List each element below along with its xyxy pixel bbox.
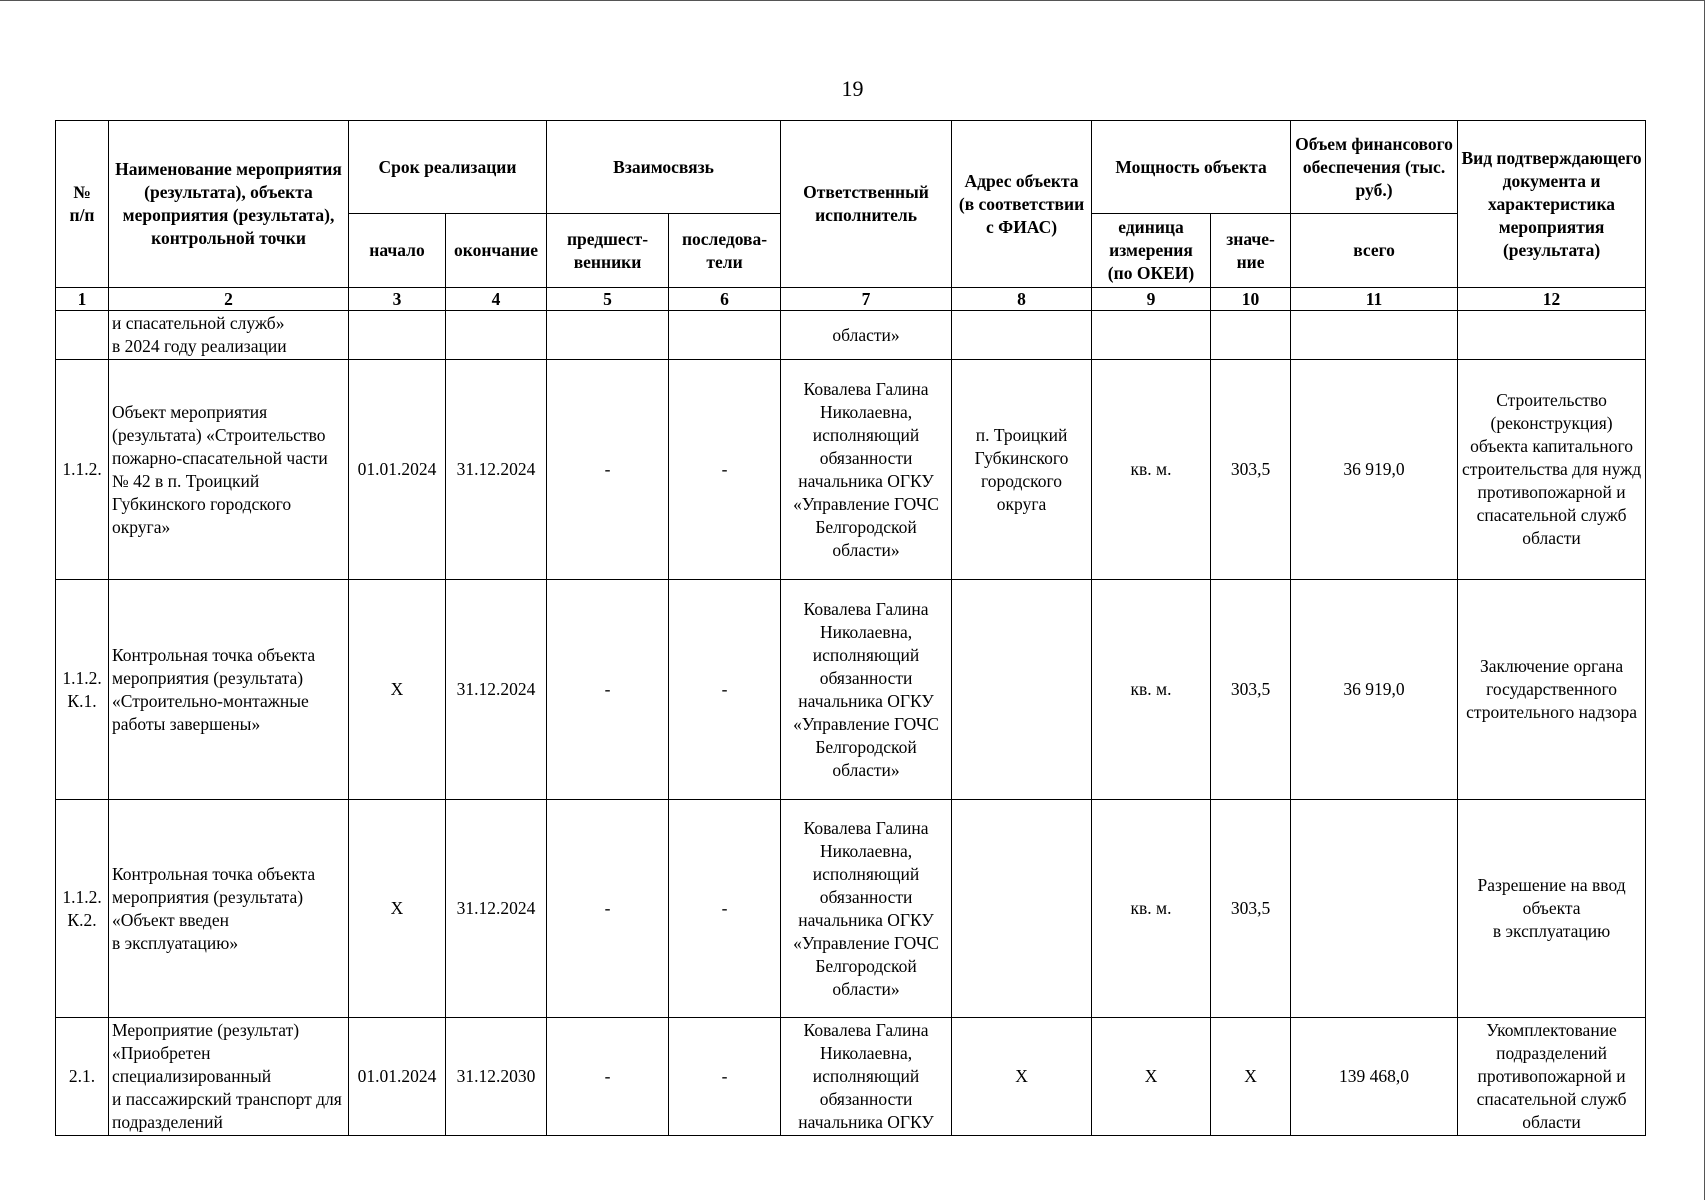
row-doc: Укомплектование подразделений противопожарной и спасательной служб области [1458, 1018, 1646, 1136]
row-total [1291, 800, 1458, 1018]
row-next: - [669, 580, 781, 800]
row-prev: - [547, 580, 669, 800]
row-value [1211, 311, 1291, 360]
row-number [56, 311, 109, 360]
row-name: и спасательной служб» в 2024 году реализации [109, 311, 349, 360]
table-row [56, 311, 1646, 360]
column-number: 4 [446, 288, 547, 311]
page-edge-top [0, 0, 1705, 1]
row-name: Объект мероприятия (результата) «Строительство пожарно-спасательной части № 42 в п. Троицкий Губкинского городского округа» [109, 360, 349, 580]
row-number: 1.1.2. [56, 360, 109, 580]
header-capacity-unit: единица измерения (по ОКЕИ) [1092, 214, 1211, 288]
table-row [56, 800, 1646, 1018]
header-link: Взаимосвязь [547, 121, 781, 214]
row-start: 01.01.2024 [349, 1018, 446, 1136]
row-responsible: области» [781, 311, 952, 360]
row-end: 31.12.2024 [446, 580, 547, 800]
row-value: Х [1211, 1018, 1291, 1136]
header-address: Адрес объекта (в соответствии с ФИАС) [952, 121, 1092, 288]
row-total: 139 468,0 [1291, 1018, 1458, 1136]
row-value: 303,5 [1211, 800, 1291, 1018]
row-prev [547, 311, 669, 360]
row-doc: Заключение органа государственного строительного надзора [1458, 580, 1646, 800]
header-link-prev: предшест-венники [547, 214, 669, 288]
row-address: п. Троицкий Губкинского городского округа [952, 360, 1092, 580]
row-doc: Разрешение на ввод объекта в эксплуатацию [1458, 800, 1646, 1018]
row-start: Х [349, 800, 446, 1018]
row-next: - [669, 800, 781, 1018]
row-total: 36 919,0 [1291, 580, 1458, 800]
row-prev: - [547, 800, 669, 1018]
row-prev: - [547, 1018, 669, 1136]
header-doc: Вид подтверждающего документа и характеристика мероприятия (результата) [1458, 121, 1646, 288]
header-capacity: Мощность объекта [1092, 121, 1291, 214]
row-end: 31.12.2030 [446, 1018, 547, 1136]
row-doc: Строительство (реконструкция) объекта капитального строительства для нужд противопожарной и спасательной служб области [1458, 360, 1646, 580]
row-unit: кв. м. [1092, 360, 1211, 580]
header-link-next: последова-тели [669, 214, 781, 288]
header-term-start: начало [349, 214, 446, 288]
row-value: 303,5 [1211, 360, 1291, 580]
row-unit [1092, 311, 1211, 360]
header-term: Срок реализации [349, 121, 547, 214]
row-number: 1.1.2. К.1. [56, 580, 109, 800]
row-unit: Х [1092, 1018, 1211, 1136]
row-prev: - [547, 360, 669, 580]
row-end [446, 311, 547, 360]
column-number: 10 [1211, 288, 1291, 311]
header-name: Наименование мероприятия (результата), объекта мероприятия (результата), контрольной точки [109, 121, 349, 288]
row-next: - [669, 1018, 781, 1136]
row-next: - [669, 360, 781, 580]
column-number: 5 [547, 288, 669, 311]
column-number: 8 [952, 288, 1092, 311]
header-finance-total: всего [1291, 214, 1458, 288]
row-name: Мероприятие (результат) «Приобретен специализированный и пассажирский транспорт для подразделений [109, 1018, 349, 1136]
column-number: 6 [669, 288, 781, 311]
column-number: 9 [1092, 288, 1211, 311]
row-total: 36 919,0 [1291, 360, 1458, 580]
row-unit: кв. м. [1092, 580, 1211, 800]
row-doc [1458, 311, 1646, 360]
row-responsible: Ковалева Галина Николаевна, исполняющий обязанности начальника ОГКУ «Управление ГОЧС Белгородской области» [781, 580, 952, 800]
header-capacity-value: значе-ние [1211, 214, 1291, 288]
row-responsible: Ковалева Галина Николаевна, исполняющий обязанности начальника ОГКУ [781, 1018, 952, 1136]
row-address: Х [952, 1018, 1092, 1136]
header-term-end: окончание [446, 214, 547, 288]
row-end: 31.12.2024 [446, 800, 547, 1018]
column-number: 1 [56, 288, 109, 311]
column-number: 12 [1458, 288, 1646, 311]
row-responsible: Ковалева Галина Николаевна, исполняющий обязанности начальника ОГКУ «Управление ГОЧС Белгородской области» [781, 800, 952, 1018]
row-start: 01.01.2024 [349, 360, 446, 580]
row-name: Контрольная точка объекта мероприятия (результата) «Строительно-монтажные работы завершены» [109, 580, 349, 800]
row-address [952, 311, 1092, 360]
row-unit: кв. м. [1092, 800, 1211, 1018]
row-end: 31.12.2024 [446, 360, 547, 580]
column-number: 11 [1291, 288, 1458, 311]
column-number: 2 [109, 288, 349, 311]
table-row [56, 360, 1646, 580]
row-address [952, 800, 1092, 1018]
row-value: 303,5 [1211, 580, 1291, 800]
row-start: Х [349, 580, 446, 800]
row-start [349, 311, 446, 360]
header-responsible: Ответственный исполнитель [781, 121, 952, 288]
row-total [1291, 311, 1458, 360]
table-row [56, 1018, 1646, 1136]
header-finance: Объем финансового обеспечения (тыс. руб.) [1291, 121, 1458, 214]
row-number: 1.1.2. К.2. [56, 800, 109, 1018]
page-number: 19 [841, 76, 864, 101]
measures-table [55, 120, 1646, 1136]
row-address [952, 580, 1092, 800]
column-number: 7 [781, 288, 952, 311]
table-row [56, 580, 1646, 800]
row-number: 2.1. [56, 1018, 109, 1136]
row-name: Контрольная точка объекта мероприятия (результата) «Объект введен в эксплуатацию» [109, 800, 349, 1018]
row-responsible: Ковалева Галина Николаевна, исполняющий обязанности начальника ОГКУ «Управление ГОЧС Белгородской области» [781, 360, 952, 580]
row-next [669, 311, 781, 360]
column-number: 3 [349, 288, 446, 311]
header-no: № п/п [56, 121, 109, 288]
